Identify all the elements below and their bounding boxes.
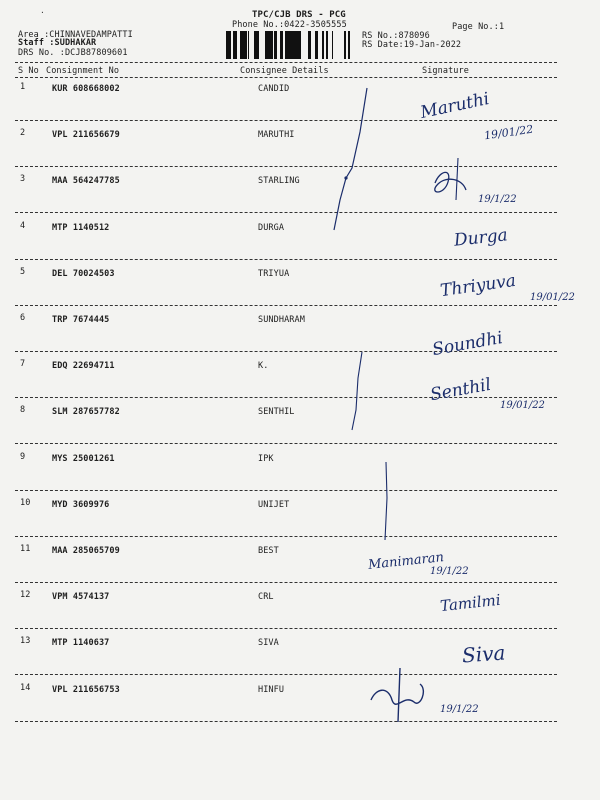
signature-date: 19/01/22 bbox=[483, 122, 535, 143]
consignment-number: MAA 564247785 bbox=[52, 176, 120, 186]
consignee-name: MARUTHI bbox=[258, 130, 295, 140]
consignee-name: BEST bbox=[258, 546, 279, 556]
consignee-name: SUNDHARAM bbox=[258, 315, 305, 325]
staff-label: Staff :SUDHAKAR bbox=[18, 38, 97, 48]
row-number: 2 bbox=[20, 128, 26, 138]
signature-maruthi: Maruthi bbox=[418, 88, 492, 124]
signature-soundhi: Soundhi bbox=[430, 327, 505, 361]
rs-date: RS Date:19-Jan-2022 bbox=[362, 40, 462, 50]
row-number: 12 bbox=[20, 590, 31, 600]
consignment-number: KUR 608668002 bbox=[52, 84, 120, 94]
column-header-consignee: Consignee Details bbox=[240, 66, 329, 76]
consignee-name: STARLING bbox=[258, 176, 300, 186]
row-number: 1 bbox=[20, 82, 26, 92]
consignee-name: K. bbox=[258, 361, 269, 371]
rs-number: RS No.:878096 bbox=[362, 31, 430, 41]
consignee-name: IPK bbox=[258, 454, 274, 464]
consignee-name: SIVA bbox=[258, 638, 279, 648]
consignee-name: CRL bbox=[258, 592, 274, 602]
page-number: Page No.:1 bbox=[452, 22, 505, 32]
signature-siva: Siva bbox=[461, 640, 507, 668]
consignment-number: MYD 3609976 bbox=[52, 500, 110, 510]
column-header-consignment: Consignment No bbox=[46, 66, 120, 76]
consignment-number: TRP 7674445 bbox=[52, 315, 110, 325]
row-number: 3 bbox=[20, 174, 26, 184]
column-header-signature: Signature bbox=[422, 66, 469, 76]
consignee-name: UNIJET bbox=[258, 500, 290, 510]
consignment-number: MTP 1140512 bbox=[52, 223, 110, 233]
signature-date: 19/1/22 bbox=[440, 704, 479, 715]
stray-mark: · bbox=[40, 8, 45, 17]
row-number: 11 bbox=[20, 544, 31, 554]
signature-date: 19/01/22 bbox=[500, 400, 545, 411]
consignment-number: MTP 1140637 bbox=[52, 638, 110, 648]
consignee-name: HINFU bbox=[258, 685, 285, 695]
signature-date: 19/1/22 bbox=[478, 194, 517, 205]
area-label: Area :CHINNAVEDAMPATTI bbox=[18, 30, 133, 40]
row-number: 10 bbox=[20, 498, 31, 508]
row-number: 4 bbox=[20, 221, 26, 231]
consignee-name: CANDID bbox=[258, 84, 290, 94]
row-number: 14 bbox=[20, 683, 31, 693]
drs-number: DRS No. :DCJB87809601 bbox=[18, 48, 128, 58]
consignment-number: VPL 211656753 bbox=[52, 685, 120, 695]
signature-date: 19/1/22 bbox=[430, 566, 469, 577]
row-number: 9 bbox=[20, 452, 26, 462]
row-number: 5 bbox=[20, 267, 26, 277]
row-number: 6 bbox=[20, 313, 26, 323]
consignment-number: MAA 285065709 bbox=[52, 546, 120, 556]
signature-durga: Durga bbox=[453, 225, 509, 251]
signature-senthil: Senthil bbox=[428, 374, 493, 406]
consignee-name: SENTHIL bbox=[258, 407, 295, 417]
signature-tamilmi: Tamilmi bbox=[439, 590, 502, 616]
consignment-number: SLM 287657782 bbox=[52, 407, 120, 417]
row-number: 13 bbox=[20, 636, 31, 646]
consignee-name: DURGA bbox=[258, 223, 285, 233]
phone-number: Phone No.:0422-3505555 bbox=[232, 20, 347, 30]
consignee-name: TRIYUA bbox=[258, 269, 290, 279]
signature-thriyuva: Thriyuva bbox=[438, 270, 518, 302]
row-number: 8 bbox=[20, 405, 26, 415]
consignment-number: DEL 70024503 bbox=[52, 269, 115, 279]
consignment-number: EDQ 22694711 bbox=[52, 361, 115, 371]
column-header-sno: S No bbox=[18, 66, 39, 76]
sheet-title: TPC/CJB DRS - PCG bbox=[252, 10, 346, 20]
signature-manimaran: Manimaran bbox=[367, 550, 445, 573]
signature-date: 19/01/22 bbox=[530, 292, 575, 303]
consignment-number: MYS 25001261 bbox=[52, 454, 115, 464]
consignment-number: VPM 4574137 bbox=[52, 592, 110, 602]
consignment-number: VPL 211656679 bbox=[52, 130, 120, 140]
row-number: 7 bbox=[20, 359, 26, 369]
